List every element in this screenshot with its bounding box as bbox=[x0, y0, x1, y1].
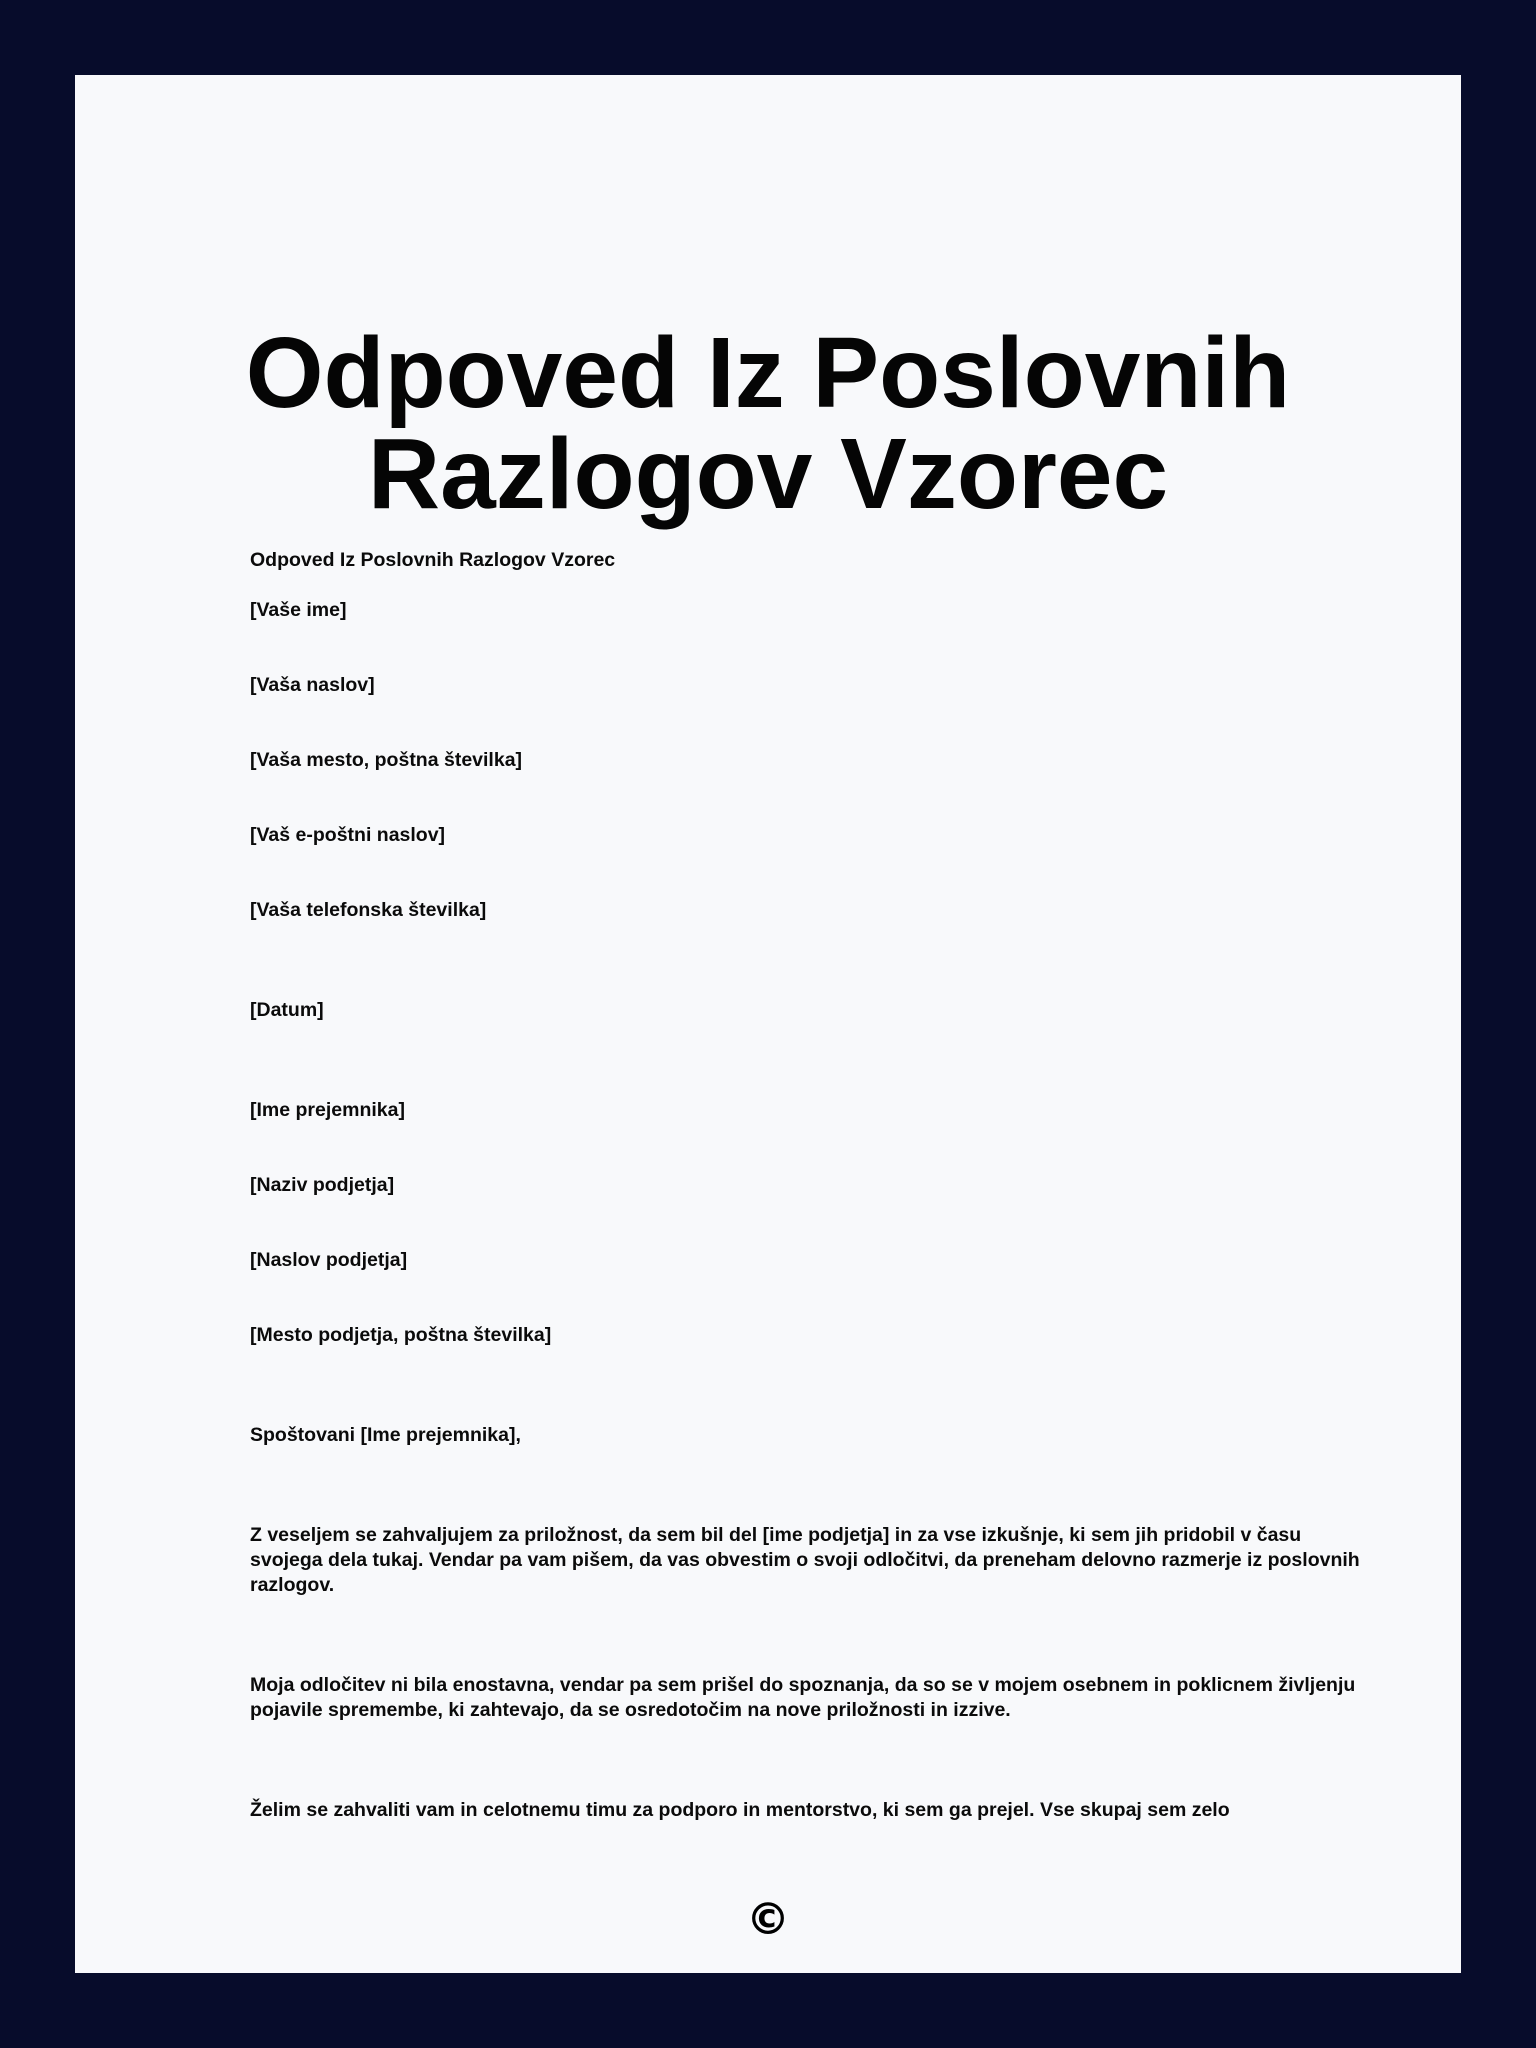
letter-heading: Odpoved Iz Poslovnih Razlogov Vzorec bbox=[250, 549, 616, 571]
document-page bbox=[75, 75, 1461, 1973]
body-paragraph-1: Z veseljem se zahvaljujem za priložnost, da sem bil del [ime podjetja] in za vse izkušnje, ki sem jih pridobil v času svojega dela tukaj. Vendar pa vam pišem, da vas obvestim o svoji odločitvi, da preneham delovno razmerje iz poslovnih razlogov. bbox=[250, 1524, 1360, 1596]
body-paragraph-3: Želim se zahvaliti vam in celotnemu timu za podporo in mentorstvo, ki sem ga prejel. Vse skupaj sem zelo bbox=[250, 1799, 1230, 1821]
sender-name: [Vaše ime] bbox=[250, 599, 347, 621]
recipient-company-address: [Naslov podjetja] bbox=[250, 1249, 408, 1271]
recipient-name: [Ime prejemnika] bbox=[250, 1099, 405, 1121]
sender-city-zip: [Vaša mesto, poštna številka] bbox=[250, 749, 523, 771]
copyright-icon: © bbox=[746, 1894, 790, 1945]
sender-address: [Vaša naslov] bbox=[250, 674, 375, 696]
sender-email: [Vaš e-poštni naslov] bbox=[250, 824, 446, 846]
document-title: Odpoved Iz Poslovnih Razlogov Vzorec bbox=[245, 317, 1291, 530]
recipient-company-city-zip: [Mesto podjetja, poštna številka] bbox=[250, 1324, 552, 1346]
salutation: Spoštovani [Ime prejemnika], bbox=[250, 1424, 521, 1446]
letter-date: [Datum] bbox=[250, 999, 324, 1021]
body-paragraph-2: Moja odločitev ni bila enostavna, vendar pa sem prišel do spoznanja, da so se v mojem osebnem in poklicnem življenju pojavile spremembe, ki zahtevajo, da se osredotočim na nove priložnosti in izzive. bbox=[250, 1674, 1356, 1721]
sender-phone: [Vaša telefonska številka] bbox=[250, 899, 487, 921]
recipient-company: [Naziv podjetja] bbox=[250, 1174, 395, 1196]
